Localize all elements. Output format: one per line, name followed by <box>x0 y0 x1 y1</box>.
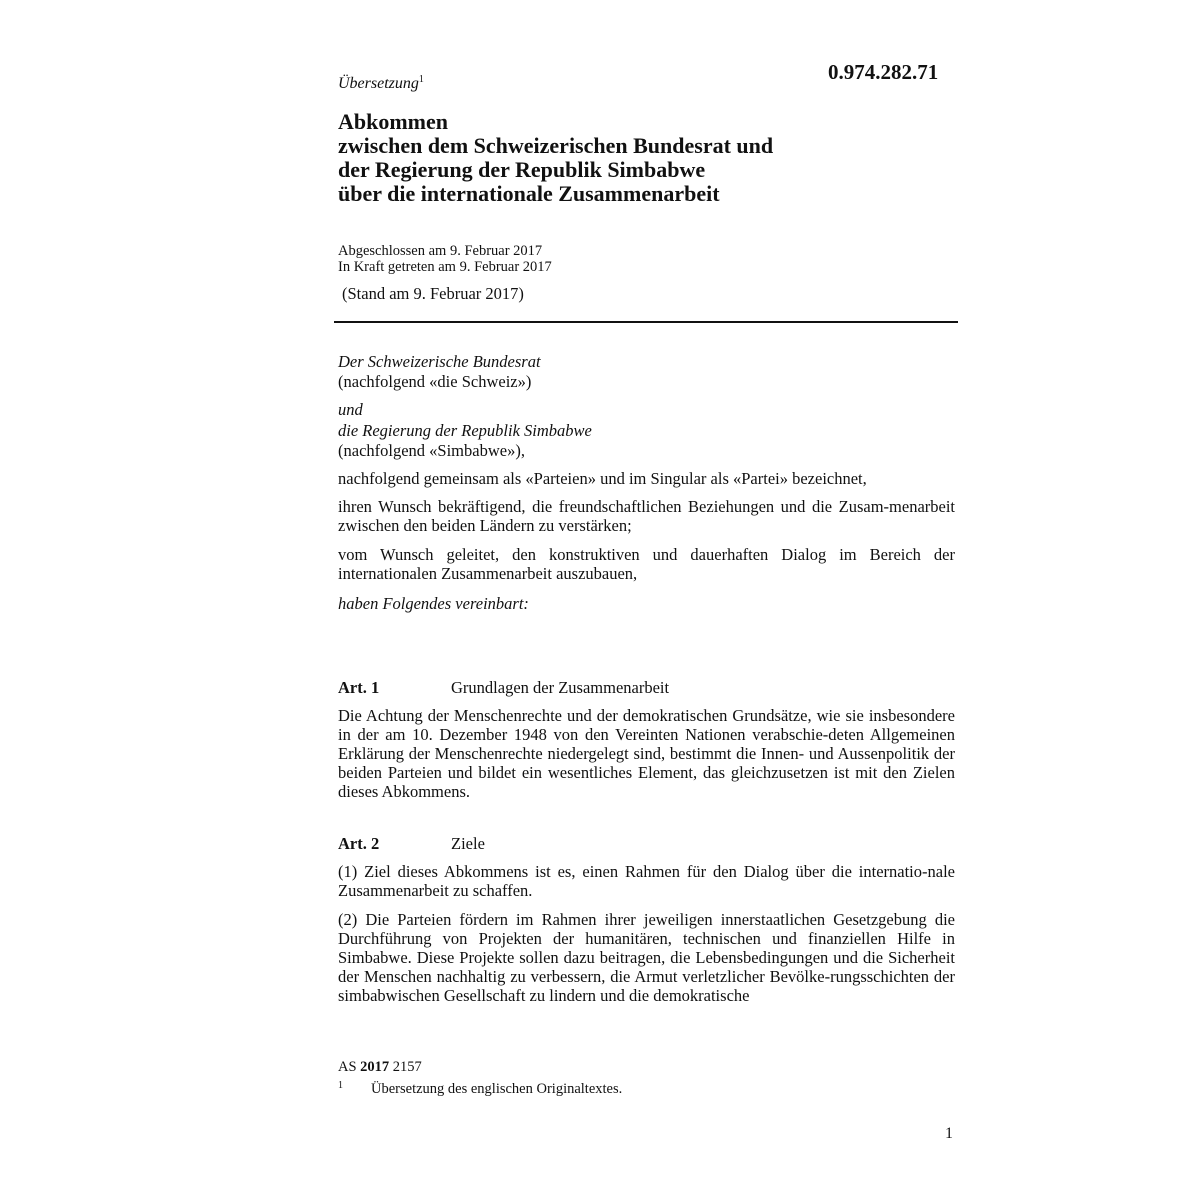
article-2-paragraph-1: (1) Ziel dieses Abkommens ist es, einen Rahmen für den Dialog über die internatio-nale Zusammenarbeit zu schaffen. <box>338 862 955 900</box>
preamble-party1: Der Schweizerische Bundesrat <box>338 352 541 371</box>
translation-label-text: Übersetzung <box>338 75 419 92</box>
page-number: 1 <box>945 1125 953 1142</box>
sr-number: 0.974.282.71 <box>828 60 939 84</box>
title-line: zwischen dem Schweizerischen Bundesrat und <box>338 133 774 158</box>
as-prefix: AS <box>338 1059 357 1075</box>
document-title <box>338 110 938 206</box>
preamble-party1-alias: (nachfolgend «die Schweiz») <box>338 372 532 391</box>
preamble-party2: die Regierung der Republik Simbabwe <box>338 421 592 440</box>
preamble-and: und <box>338 400 363 419</box>
title-line: Abkommen <box>338 109 449 134</box>
stand-date: (Stand am 9. Februar 2017) <box>342 284 524 303</box>
preamble-party2-alias: (nachfolgend «Simbabwe»), <box>338 441 525 460</box>
footnote-mark: 1 <box>338 1080 343 1091</box>
article-number: Art. 2 <box>338 834 380 853</box>
title-line: über die internationale Zusammenarbeit <box>338 181 720 206</box>
as-page: 2157 <box>392 1059 422 1075</box>
preamble-recital-1: ihren Wunsch bekräftigend, die freundschaftlichen Beziehungen und die Zusam-menarbeit zwischen den beiden Ländern zu verstärken; <box>338 497 955 535</box>
title-line: der Regierung der Republik Simbabwe <box>338 157 706 182</box>
footnote <box>338 1080 622 1098</box>
as-year: 2017 <box>360 1059 390 1075</box>
article-number: Art. 1 <box>338 678 380 697</box>
article-title: Grundlagen der Zusammenarbeit <box>451 678 670 697</box>
article-2-paragraph-2: (2) Die Parteien fördern im Rahmen ihrer jeweiligen innerstaatlichen Gesetzgebung die Durchführung von Projekten der humanitären, technischen und finanziellen Hilfe in Simbabwe. Diese Projekte sollen dazu beitragen, die Lebensbedingungen und die Sicherheit der Menschen nachhaltig zu verbessern, die Armut verletzlicher Bevölke-rungsschichten der simbabwischen Gesellschaft zu lindern und die demokratische <box>338 910 955 1005</box>
official-compilation-reference <box>338 1059 422 1076</box>
article-1-paragraph: Die Achtung der Menschenrechte und der demokratischen Grundsätze, wie sie insbesondere in der am 10. Dezember 1948 von den Vereinten Nationen verabschie-deten Allgemeinen Erklärung der Menschenrechte niedergelegt sind, bestimmt die Innen- und Aussenpolitik der beiden Parteien und bildet ein wesentliches Element, das gleichzusetzen ist mit den Zielen dieses Abkommens. <box>338 706 955 801</box>
article-1-heading <box>338 678 669 698</box>
article-title: Ziele <box>451 834 485 853</box>
document-dates <box>338 243 552 275</box>
translation-label <box>338 74 424 93</box>
concluded-date: Abgeschlossen am 9. Februar 2017 <box>338 243 543 259</box>
footnote-reference[interactable]: 1 <box>418 74 424 85</box>
in-force-date: In Kraft getreten am 9. Februar 2017 <box>338 259 552 275</box>
preamble-recital-2: vom Wunsch geleitet, den konstruktiven und dauerhaften Dialog im Bereich der internationalen Zusammenarbeit auszubauen, <box>338 545 955 583</box>
preamble-collective: nachfolgend gemeinsam als «Parteien» und im Singular als «Partei» bezeichnet, <box>338 469 867 488</box>
footnote-text: Übersetzung des englischen Originaltextes. <box>371 1081 623 1097</box>
article-2-heading <box>338 834 485 854</box>
preamble-agreed: haben Folgendes vereinbart: <box>338 594 529 613</box>
header-divider <box>334 321 958 323</box>
